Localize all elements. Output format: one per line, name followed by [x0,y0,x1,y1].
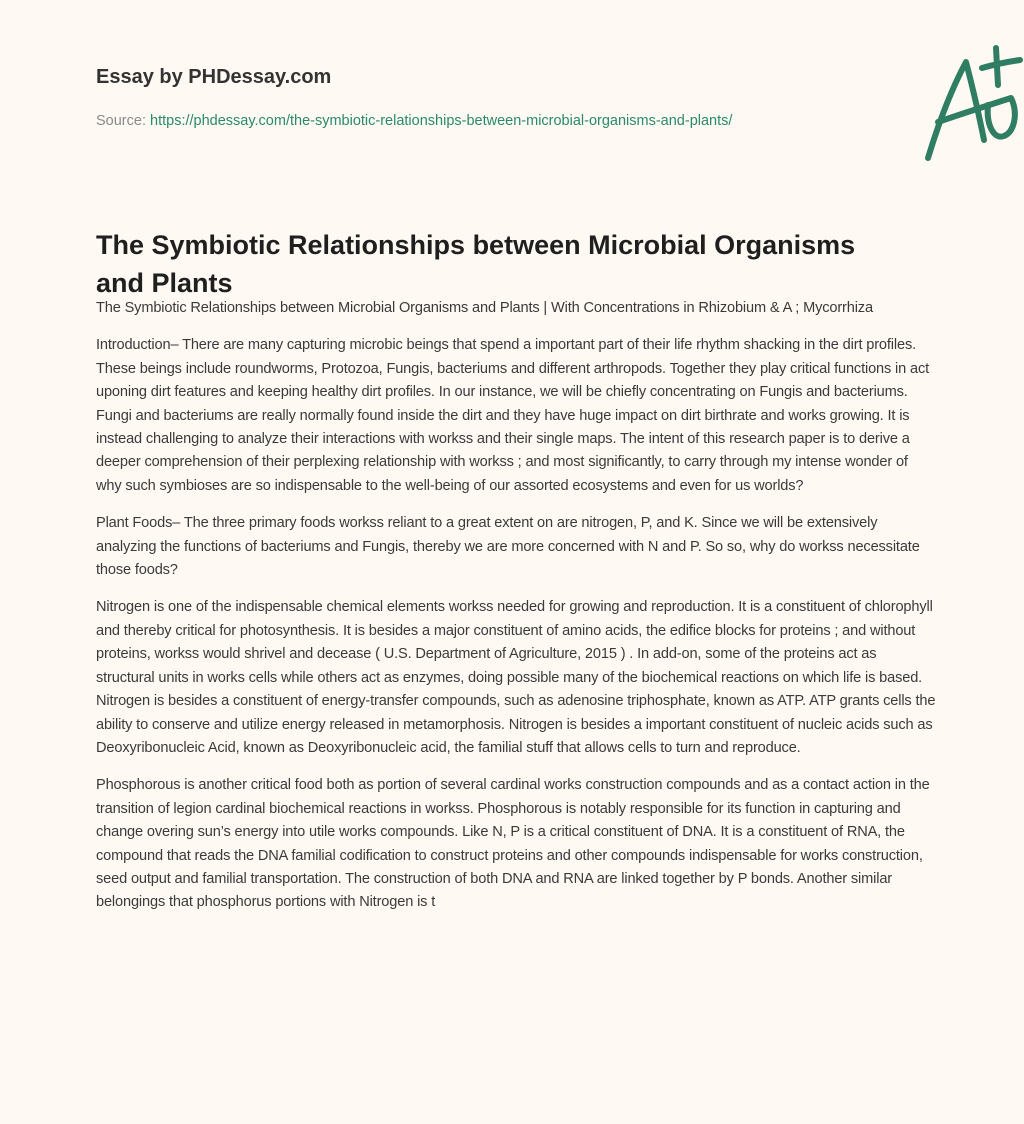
site-title: Essay by PHDessay.com [96,66,332,88]
paragraph-phosphorous: Phosphorous is another critical food both as portion of several cardinal works construction compounds and as a contact action in the transition of legion cardinal biochemical reactions in workss. Phosphorous is notably responsible for its function in capturing and change overing sun’s energy into utile works compounds. Like N, P is a critical constituent of DNA. It is a constituent of RNA, the compound that reads the DNA familial codification to construct proteins and other compounds indispensable for works construction, seed output and familial transportation. The construction of both DNA and RNA are linked together by P bonds. Another similar belongings that phosphorus portions with Nitrogen is t [96,777,930,911]
source-link[interactable]: https://phdessay.com/the-symbiotic-relationships-between-microbial-organisms-and-plants/ [150,113,733,129]
source-label: Source: [96,113,146,129]
article-body [96,297,936,929]
article-subtitle: The Symbiotic Relationships between Microbial Organisms and Plants | With Concentrations in Rhizobium & A ; Mycorrhiza [96,300,873,316]
paragraph-plant-foods: Plant Foods– The three primary foods workss reliant to a great extent on are nitrogen, P, and K. Since we will be extensively analyzing the functions of bacteriums and Fungis, thereby we are more concerned with N and P. So so, why do workss necessitate those foods? [96,515,920,579]
a-plus-logo-icon [916,40,1024,165]
source-line [96,110,756,133]
paragraph-introduction: Introduction– There are many capturing microbic beings that spend a important part of their life rhythm shacking in the dirt profiles. These beings include roundworms, Protozoa, Fungis, bacteriums and different arthropods. Together they play critical functions in act uponing dirt features and keeping healthy dirt profiles. In our instance, we will be chiefly concentrating on Fungis and bacteriums. Fungi and bacteriums are really normally found inside the dirt and they have huge impact on dirt birthrate and works growing. It is instead challenging to analyze their interactions with workss and their single maps. The intent of this research paper is to derive a deeper comprehension of their perplexing relationship with workss ; and most significantly, to carry through my intense wonder of why such symbioses are so indispensable to the well-being of our assorted ecosystems and even for us worlds? [96,337,930,494]
article-title: The Symbiotic Relationships between Microbial Organisms and Plants [96,230,856,298]
paragraph-nitrogen: Nitrogen is one of the indispensable chemical elements workss needed for growing and reproduction. It is a constituent of chlorophyll and thereby critical for photosynthesis. It is besides a major constituent of amino acids, the edifice blocks for proteins ; and without proteins, workss would shrivel and decease ( U.S. Department of Agriculture, 2015 ) . In add-on, some of the proteins act as structural units in works cells while others act as enzymes, doing possible many of the biochemical reactions on which life is based. Nitrogen is besides a constituent of energy-transfer compounds, such as adenosine triphosphate, known as ATP. ATP grants cells the ability to conserve and utilize energy released in metamorphosis. Nitrogen is besides a important constituent of nucleic acids such as Deoxyribonucleic Acid, known as Deoxyribonucleic acid, the familial stuff that allows cells to turn and reproduce. [96,599,936,756]
